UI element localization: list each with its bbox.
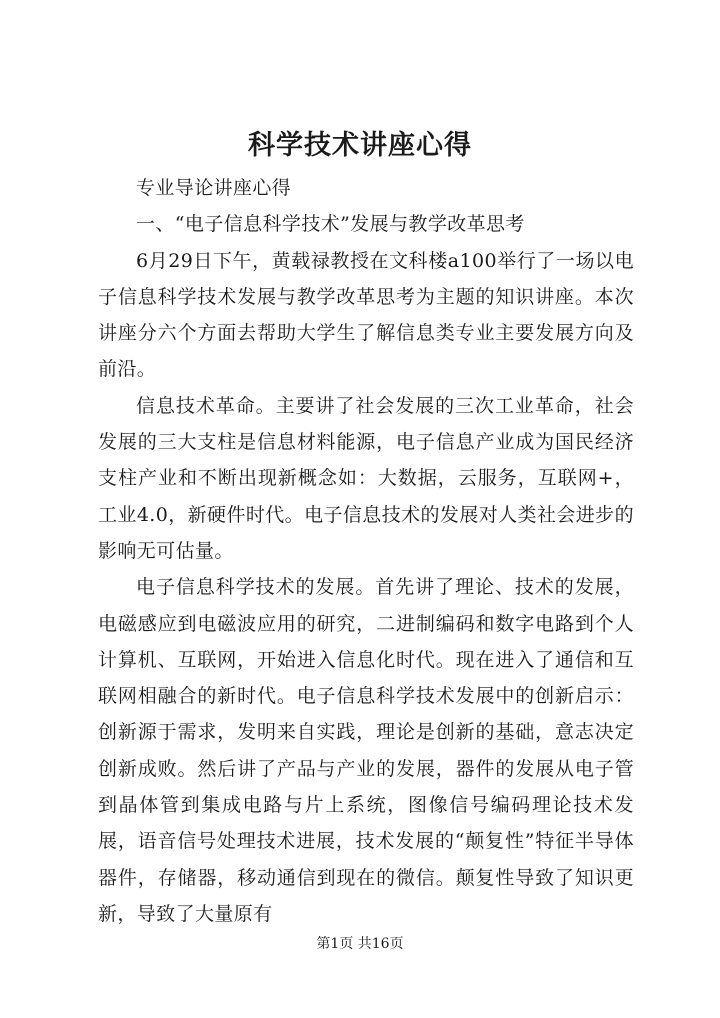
paragraph-intro: 6月29日下午，黄载禄教授在文科楼a100举行了一场以电子信息科学技术发展与教学改革思考为主题的知识讲座。本次讲座分六个方面去帮助大学生了解信息类专业主要发展方向及前沿。	[98, 249, 634, 381]
paragraph-info-revolution: 信息技术革命。主要讲了社会发展的三次工业革命，社会发展的三大支柱是信息材料能源，电子信息产业成为国民经济支柱产业和不断出现新概念如：大数据，云服务，互联网+，工业4.0，新硬件时代。电子信息技术的发展对人类社会进步的影响无可估量。	[98, 394, 634, 562]
paragraph-subtitle: 专业导论讲座心得	[136, 177, 292, 199]
paragraph-tech-development: 电子信息科学技术的发展。首先讲了理论、技术的发展，电磁感应到电磁波应用的研究，二进制编码和数字电路到个人计算机、互联网，开始进入信息化时代。现在进入了通信和互联网相融合的新时代。电子信息科学技术发展中的创新启示：创新源于需求，发明来自实践，理论是创新的基础，意志决定创新成败。然后讲了产品与产业的发展，器件的发展从电子管到晶体管到集成电路与片上系统，图像信号编码理论技术发展，语音信号处理技术进展，技术发展的“颠复性”特征半导体器件，存储器，移动通信到现在的微信。颠复性导致了知识更新，导致了大量原有	[98, 576, 634, 925]
document-body	[98, 170, 634, 932]
paragraph-section-heading: 一、“电子信息科学技术”发展与教学改革思考	[136, 213, 525, 236]
page-footer: 第1页 共16页	[316, 936, 404, 952]
document-title: 科学技术讲座心得	[248, 130, 472, 161]
